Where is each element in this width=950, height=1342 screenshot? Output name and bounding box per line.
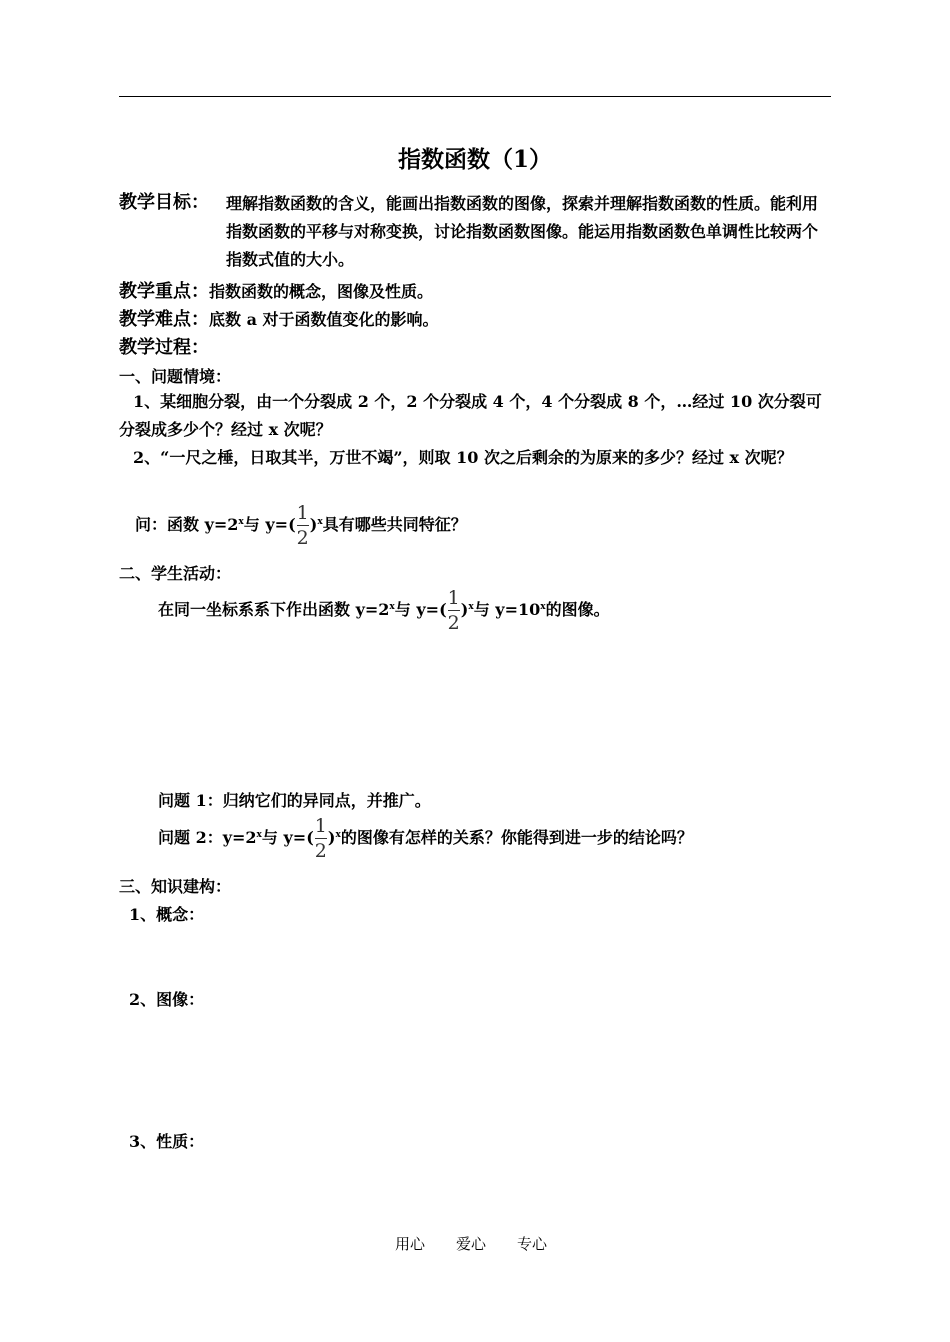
fraction-one-half: $\frac{1}{2}$ <box>447 587 460 634</box>
exponent: x <box>335 830 341 840</box>
problem-1: 1、某细胞分裂，由一个分裂成 2 个，2 个分裂成 4 个，4 个分裂成 8 个，…经过 10 次分裂可分裂成多少个？经过 x 次呢？ <box>119 392 822 439</box>
difficulty <box>119 305 439 331</box>
student-task: 在同一坐标系系下作出函数 $y=2^x$与 y=( $\frac{1}{2}$ )$^x$与 $y=10^x$的图像。 <box>158 587 610 634</box>
section2-heading: 二、学生活动： <box>119 564 232 583</box>
fraction-one-half: $\frac{1}{2}$ <box>314 815 327 862</box>
question-common-features: 问：函数 $y=2^x$与 y=( $\frac{1}{2}$ )$^x$具有哪些共同特征？ <box>135 502 467 549</box>
section1-heading: 一、问题情境： <box>119 367 232 386</box>
key-point <box>119 277 433 303</box>
footer-item: 用心 <box>395 1235 426 1253</box>
exponent: x <box>256 830 262 840</box>
difficulty-label: 教学难点： <box>119 309 209 330</box>
objectives-text: 理解指数函数的含义，能画出指数函数的图像，探索并理解指数函数的性质。能利用指数函数的平移与对称变换，讨论指数函数图像。能运用指数函数色单调性比较两个指数式值的大小。 <box>226 194 819 269</box>
page-title: 指数函数（1） <box>397 146 552 173</box>
exponent: x <box>540 602 546 612</box>
problem-2: 2、“一尺之棰，日取其半，万世不竭”，则取 10 次之后剩余的为原来的多少？经过 x 次呢？ <box>133 448 793 467</box>
footer-item: 爱心 <box>456 1235 487 1253</box>
difficulty-text: 底数 a 对于函数值变化的影响。 <box>209 310 439 329</box>
key-point-label: 教学重点： <box>119 281 209 302</box>
exponent: x <box>389 602 395 612</box>
item-concept: 1、概念： <box>129 905 205 924</box>
item-graph: 2、图像： <box>129 990 205 1009</box>
header-rule <box>119 96 831 97</box>
footer <box>395 1233 578 1254</box>
item-properties: 3、性质： <box>129 1132 205 1151</box>
exponent: x <box>317 517 323 527</box>
exponent: x <box>468 602 474 612</box>
process-label: 教学过程： <box>119 337 209 358</box>
footer-item: 专心 <box>517 1235 548 1253</box>
exponent: x <box>238 517 244 527</box>
fraction-one-half: $\frac{1}{2}$ <box>296 502 309 549</box>
question-2: 问题 2：$y=2^x$与 y=( $\frac{1}{2}$ )$^x$的图像有怎样的关系？你能得到进一步的结论吗？ <box>158 815 693 862</box>
objectives-label: 教学目标： <box>119 192 209 213</box>
question-1: 问题 1：归纳它们的异同点，并推广。 <box>158 791 431 810</box>
key-point-text: 指数函数的概念，图像及性质。 <box>209 282 434 301</box>
section3-heading: 三、知识建构： <box>119 877 232 896</box>
